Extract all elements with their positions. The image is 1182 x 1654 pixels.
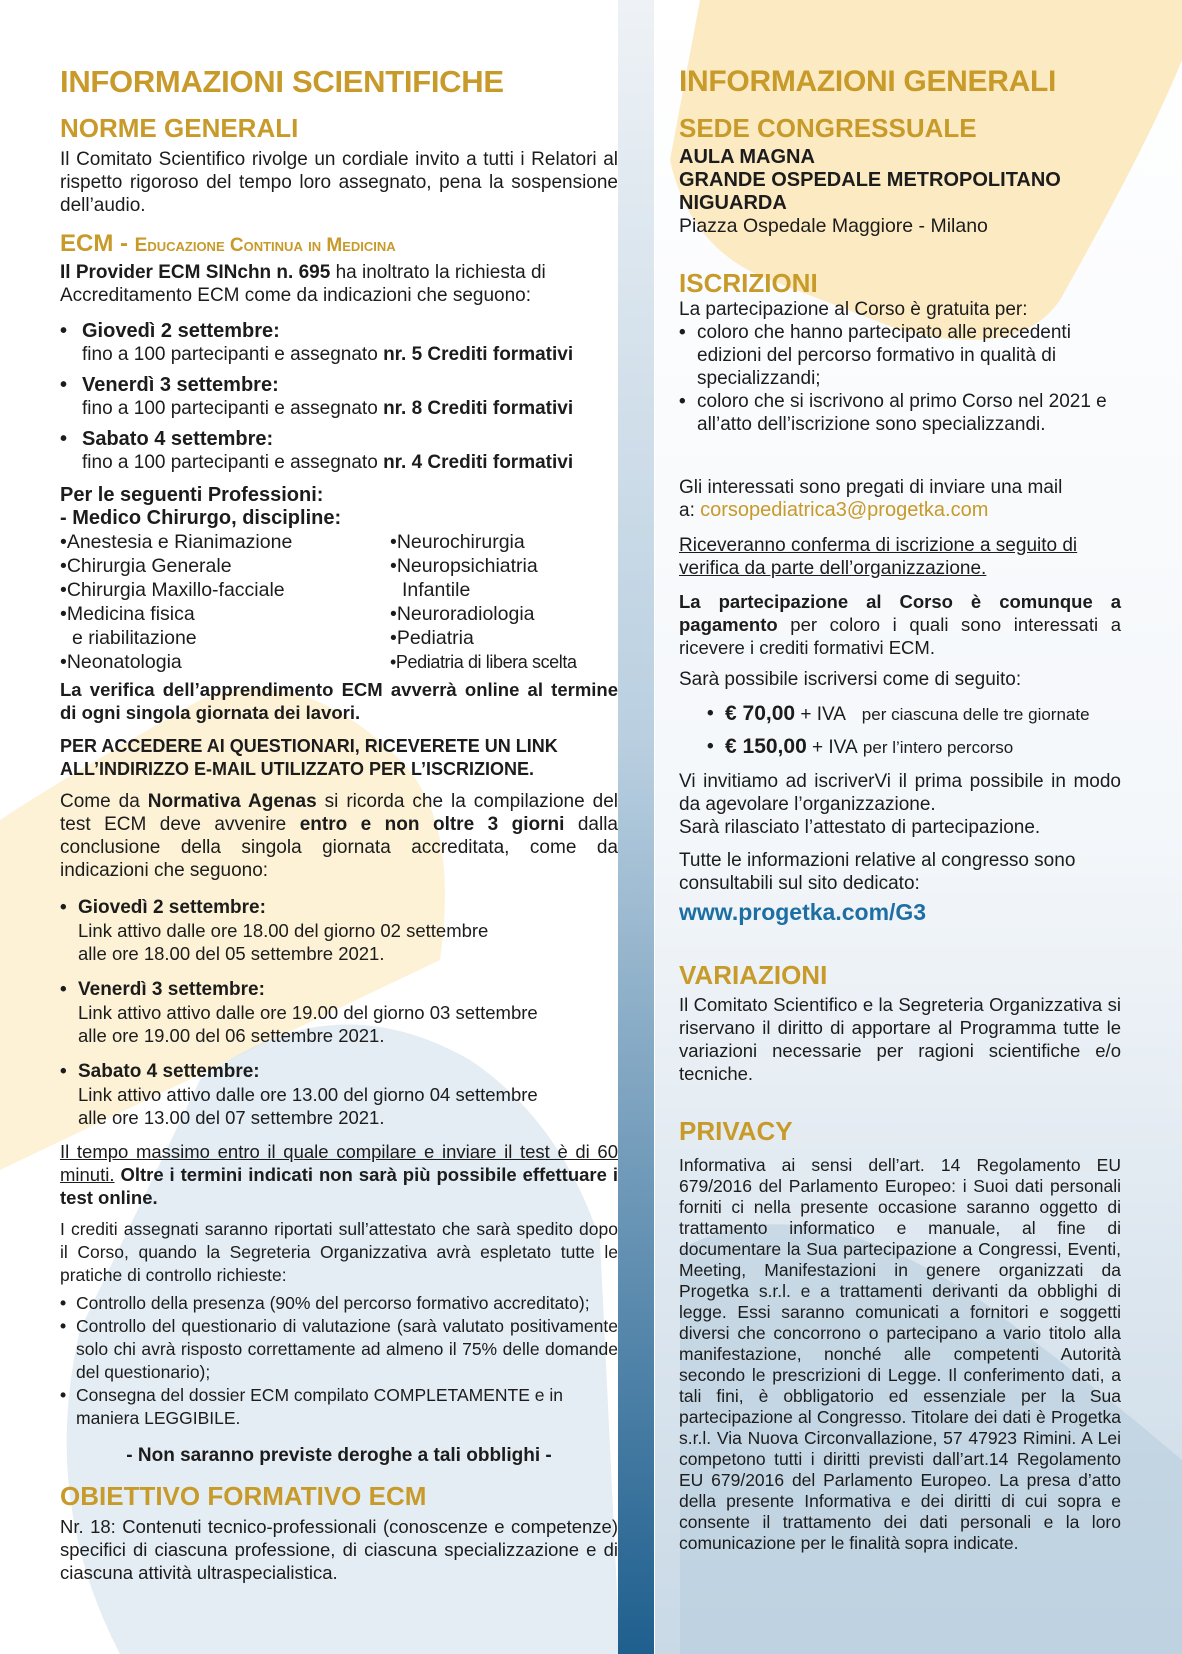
- invitiamo-text: Vi invitiamo ad iscriverVi il prima possibile in modo da agevolare l’organizzazione.: [679, 771, 1121, 815]
- discipline-item: Infantile: [402, 579, 471, 601]
- attestato-text: Sarà rilasciato l’attestato di partecipazione.: [679, 817, 1041, 838]
- privacy-text: Informativa ai sensi dell’art. 14 Regolamento EU 679/2016 del Parlamento Europeo: i Suoi dati personali forniti ci nella presente occasione saranno oggetto di trattamento informatico e manuale, al fine di documentare la Sua partecipazione a Congressi, Eventi, Meeting, Manifestazioni in genere organizzati da Progetka s.r.l. e a trattamenti derivanti da obblighi di legge. Essi saranno comunicati a fornitori e soggetti diversi che concorrono o partecipano a vario titolo alla manifestazione, nonché alle competenti Autorità secondo le prescrizioni di Legge. Il conferimento dati, a tali fini, è obbligatorio ed essenziale per la Sua partecipazione al Congresso. Titolare dei dati è Progetka s.r.l. Via Nuova Circonvallazione, 57 47923 Rimini. A Lei competono tutti i diritti previsti dall’art.14 Regolamento EU 679/2016 del Parlamento Europeo. La presa d’atto della presente Informativa e dei diritti di cui sopra e consente il trattamento dei dati personali e la loro comunicazione per le finalità sopra indicate.: [679, 1155, 1121, 1553]
- discipline-list: [60, 530, 618, 673]
- discipline-item: •Pediatria di libera scelta: [390, 652, 577, 672]
- controlli-list: [60, 1292, 618, 1430]
- ecm-day-item: • Giovedì 2 settembre: fino a 100 partecipanti e assegnato nr. 5 Crediti formativi: [60, 320, 618, 374]
- obiettivo-text: Nr. 18: Contenuti tecnico-professionali (conoscenze e competenze) specifici di ciascuna professione, di ciascuna specializzazione e di ciascuna attività ultraspecialistica.: [60, 1516, 618, 1583]
- discipline-item: •Chirurgia Generale: [60, 555, 232, 577]
- heading-privacy: PRIVACY: [679, 1116, 793, 1146]
- discipline-item: •Medicina fisica: [60, 603, 195, 625]
- website-link[interactable]: www.progetka.com/G3: [679, 899, 927, 925]
- tempo-text: Il tempo massimo entro il quale compilare e inviare il test è di 60 minuti. Oltre i termini indicati non sarà più possibile effettuare i test online.: [60, 1141, 618, 1208]
- discipline-item: •Neonatologia: [60, 651, 182, 673]
- heading-ecm: ECM - Educazione Continua in Medicina: [60, 230, 396, 257]
- verifica-text: La verifica dell’apprendimento ECM avverrà online al termine di ogni singola giornata dei lavori.: [60, 679, 618, 723]
- sede-info: AULA MAGNA GRANDE OSPEDALE METROPOLITANO NIGUARDA Piazza Ospedale Maggiore - Milano: [679, 146, 1061, 237]
- ecm-day-item: • Sabato 4 settembre: fino a 100 partecipanti e assegnato nr. 4 Crediti formativi: [60, 428, 618, 482]
- link-item: • Giovedì 2 settembre: Link attivo dalle ore 18.00 del giorno 02 settembre alle ore 18.00 del 05 settembre 2021.: [60, 896, 620, 978]
- link-item: • Sabato 4 settembre: Link attivo attivo dalle ore 13.00 del giorno 04 settembre alle ore 13.00 del 07 settembre 2021.: [60, 1060, 620, 1142]
- variazioni-text: Il Comitato Scientifico e la Segreteria Organizzativa si riservano il diritto di apportare al Programma tutte le variazioni necessarie per ragioni scientifiche e/o tecniche.: [679, 994, 1121, 1084]
- norme-text: Il Comitato Scientifico rivolge un cordiale invito a tutti i Relatori al rispetto rigoroso del tempo loro assegnato, pena la sospensione dell’audio.: [60, 149, 618, 216]
- controllo-item: • Controllo del questionario di valutazione (sarà valutato positivamente solo chi avrà risposto correttamente ad almeno il 75% delle domande del questionario);: [60, 1315, 618, 1384]
- heading-obiettivo: OBIETTIVO FORMATIVO ECM: [60, 1481, 427, 1511]
- iscrizioni-list: [679, 321, 1121, 436]
- heading-sede: SEDE CONGRESSUALE: [679, 113, 977, 143]
- heading-iscrizioni: ISCRIZIONI: [679, 268, 818, 298]
- section-title-scientific: INFORMAZIONI SCIENTIFICHE: [60, 64, 504, 99]
- email-link[interactable]: corsopediatrica3@progetka.com: [700, 499, 989, 521]
- discipline-item: •Neuropsichiatria: [390, 555, 538, 577]
- tutte-text: Tutte le informazioni relative al congresso sono consultabili sul sito dedicato:: [679, 850, 1076, 894]
- conferma-text: Riceveranno conferma di iscrizione a seguito di verifica da parte dell’organizzazione.: [679, 535, 1078, 579]
- price-item: • € 150,00 + IVA per l’intero percorso: [707, 733, 1127, 766]
- professioni-heading: Per le seguenti Professioni:: [60, 484, 324, 506]
- discipline-item: •Chirurgia Maxillo-facciale: [60, 579, 285, 601]
- agenas-text: Come da Normativa Agenas si ricorda che la compilazione del test ECM deve avvenire entro e non oltre 3 giorni dalla conclusione della singola giornata accreditata, come da indicazioni che seguono:: [60, 791, 619, 881]
- controllo-item: • Controllo della presenza (90% del percorso formativo accreditato);: [60, 1292, 618, 1315]
- discipline-item: •Neurochirurgia: [390, 531, 525, 553]
- mail-text: Gli interessati sono pregati di inviare una mail a: corsopediatrica3@progetka.com: [679, 477, 1063, 521]
- heading-variazioni: VARIAZIONI: [679, 960, 828, 990]
- price-item: • € 70,00 + IVA per ciascuna delle tre giornate: [707, 700, 1127, 733]
- discipline-item: e riabilitazione: [72, 627, 197, 649]
- professioni-subheading: - Medico Chirurgo, discipline:: [60, 507, 342, 529]
- link-item: • Venerdì 3 settembre: Link attivo attivo dalle ore 19.00 del giorno 03 settembre alle ore 19.00 del 06 settembre 2021.: [60, 978, 620, 1060]
- accedere-text: PER ACCEDERE AI QUESTIONARI, RICEVERETE UN LINK ALL’INDIRIZZO E-MAIL UTILIZZATO PER L’ISCRIZIONE.: [60, 736, 558, 779]
- ecm-day-list: [60, 320, 618, 482]
- discipline-item: •Anestesia e Rianimazione: [60, 531, 293, 553]
- link-list: [60, 896, 620, 1142]
- heading-norme-generali: NORME GENERALI: [60, 113, 299, 143]
- ecm-day-item: • Venerdì 3 settembre: fino a 100 partecipanti e assegnato nr. 8 Crediti formativi: [60, 374, 618, 428]
- discipline-item: •Pediatria: [390, 627, 474, 649]
- iscrizioni-item: • coloro che hanno partecipato alle precedenti edizioni del percorso formativo in qualità di specializzandi;: [679, 321, 1121, 390]
- provider-text: Il Provider ECM SINchn n. 695 ha inoltrato la richiesta di Accreditamento ECM come da indicazioni che seguono:: [60, 262, 546, 306]
- controllo-item: • Consegna del dossier ECM compilato COMPLETAMENTE e in maniera LEGGIBILE.: [60, 1384, 618, 1430]
- pagamento-text: La partecipazione al Corso è comunque a pagamento per coloro i quali sono interessati a ricevere i crediti formativi ECM.: [679, 591, 1121, 658]
- price-list: [707, 700, 1127, 766]
- crediti-text: I crediti assegnati saranno riportati sull’attestato che sarà spedito dopo il Corso, quando la Segreteria Organizzativa avrà espletato tutte le pratiche di controllo richieste:: [60, 1219, 618, 1285]
- discipline-item: •Neuroradiologia: [390, 603, 535, 625]
- iscrizioni-intro: La partecipazione al Corso è gratuita per:: [679, 299, 1028, 320]
- possibile-text: Sarà possibile iscriversi come di seguito:: [679, 669, 1022, 690]
- iscrizioni-item: • coloro che si iscrivono al primo Corso nel 2021 e all’atto dell’iscrizione sono specializzandi.: [679, 390, 1121, 436]
- deroghe-text: - Non saranno previste deroghe a tali obblighi -: [126, 1445, 552, 1466]
- section-title-general: INFORMAZIONI GENERALI: [679, 65, 1057, 98]
